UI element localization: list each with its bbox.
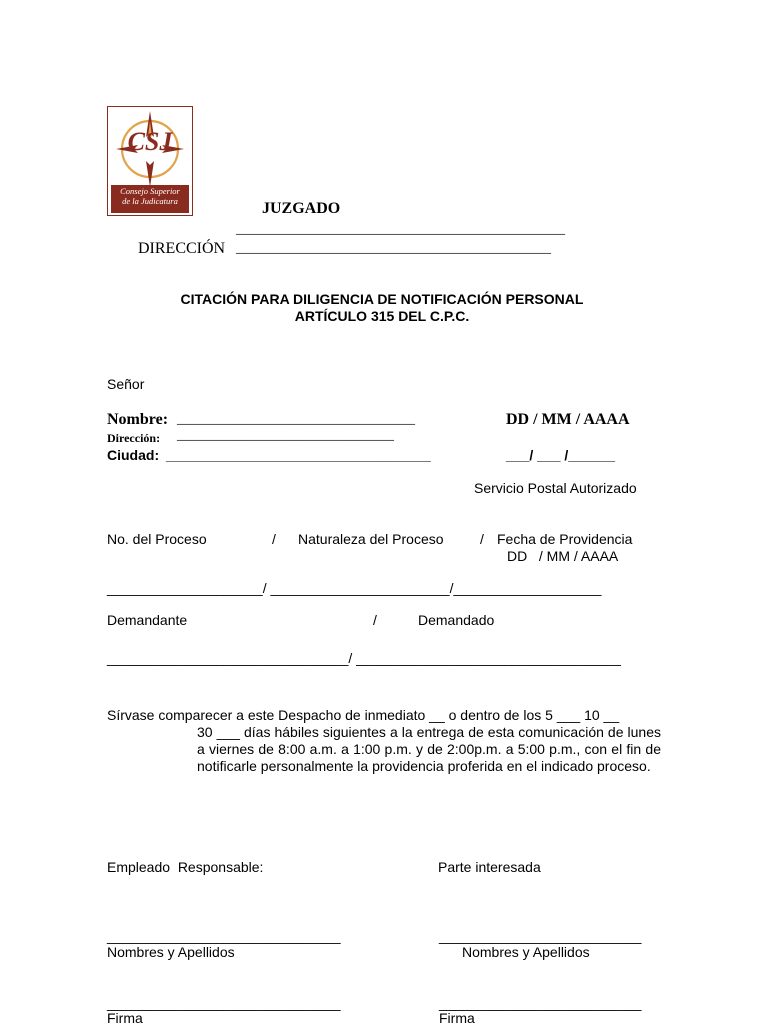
summons-first-line: Sírvase comparecer a este Despacho de inmediato __ o dentro de los 5 ___ 10 __ [107, 707, 620, 723]
salutation: Señor [107, 376, 145, 392]
party-firma-label: Firma [439, 1010, 475, 1026]
direccion-label: DIRECCIÓN [138, 240, 226, 257]
date-blanks: ___/ ___ /______ [506, 447, 615, 463]
summons-continuation: 30 ___ días hábiles siguientes a la entrega de esta comunicación de lunes a viernes de 8:00 a.m. a 1:00 p.m. y de 2:00p.m. a 5:00 p.m., con el fin de notificarle personalmente la providencia proferida en el indicado proceso. [197, 724, 661, 774]
process-number-label: No. del Proceso [107, 531, 207, 547]
employee-name-line: ______________________________ [107, 928, 341, 944]
providencia-date-label: Fecha de Providencia [497, 531, 633, 547]
document-title [120, 291, 644, 325]
process-nature-label: Naturaleza del Proceso [298, 531, 444, 547]
employee-signature-line: ______________________________ [107, 995, 341, 1011]
nombre-blank: __________________________________ [177, 412, 415, 427]
parties-sep: / [373, 612, 377, 628]
direccion-recipient-blank: _______________________________ [177, 428, 394, 443]
title-line-2: ARTÍCULO 315 DEL C.P.C. [294, 308, 470, 324]
party-signature-line: __________________________ [439, 995, 642, 1011]
employee-heading: Empleado Responsable: [107, 859, 264, 875]
ciudad-label: Ciudad: [107, 447, 160, 463]
postal-service: Servicio Postal Autorizado [474, 480, 637, 496]
providencia-date-format: DD / MM / AAAA [507, 548, 619, 564]
process-sep-1: / [272, 531, 276, 547]
interested-party-heading: Parte interesada [438, 859, 541, 875]
demandado-label: Demandado [418, 612, 495, 628]
employee-names-label: Nombres y Apellidos [107, 944, 235, 960]
process-blanks: ____________________/ _______________________/___________________ [107, 580, 602, 596]
ciudad-blank: __________________________________ [166, 447, 431, 463]
party-names-label: Nombres y Apellidos [462, 944, 590, 960]
nombre-label: Nombre: [107, 411, 169, 428]
logo-line-2: de la Judicatura [122, 196, 178, 206]
parties-blanks: _______________________________/ __________________________________ [107, 650, 621, 666]
juzgado-label: JUZGADO [262, 200, 341, 217]
direccion-recipient-label: Dirección: [107, 431, 161, 445]
juzgado-blank: _______________________________________________ [236, 222, 565, 237]
party-name-line: __________________________ [439, 928, 642, 944]
demandante-label: Demandante [107, 612, 188, 628]
logo-acronym: CSJ [127, 127, 173, 156]
title-line-1: CITACIÓN PARA DILIGENCIA DE NOTIFICACIÓN PERSONAL [180, 291, 584, 307]
date-format: DD / MM / AAAA [506, 411, 630, 428]
employee-firma-label: Firma [107, 1010, 143, 1026]
process-sep-2: / [480, 531, 484, 547]
logo-line-1: Consejo Superior [120, 186, 180, 196]
direccion-blank: _____________________________________________ [236, 241, 551, 256]
